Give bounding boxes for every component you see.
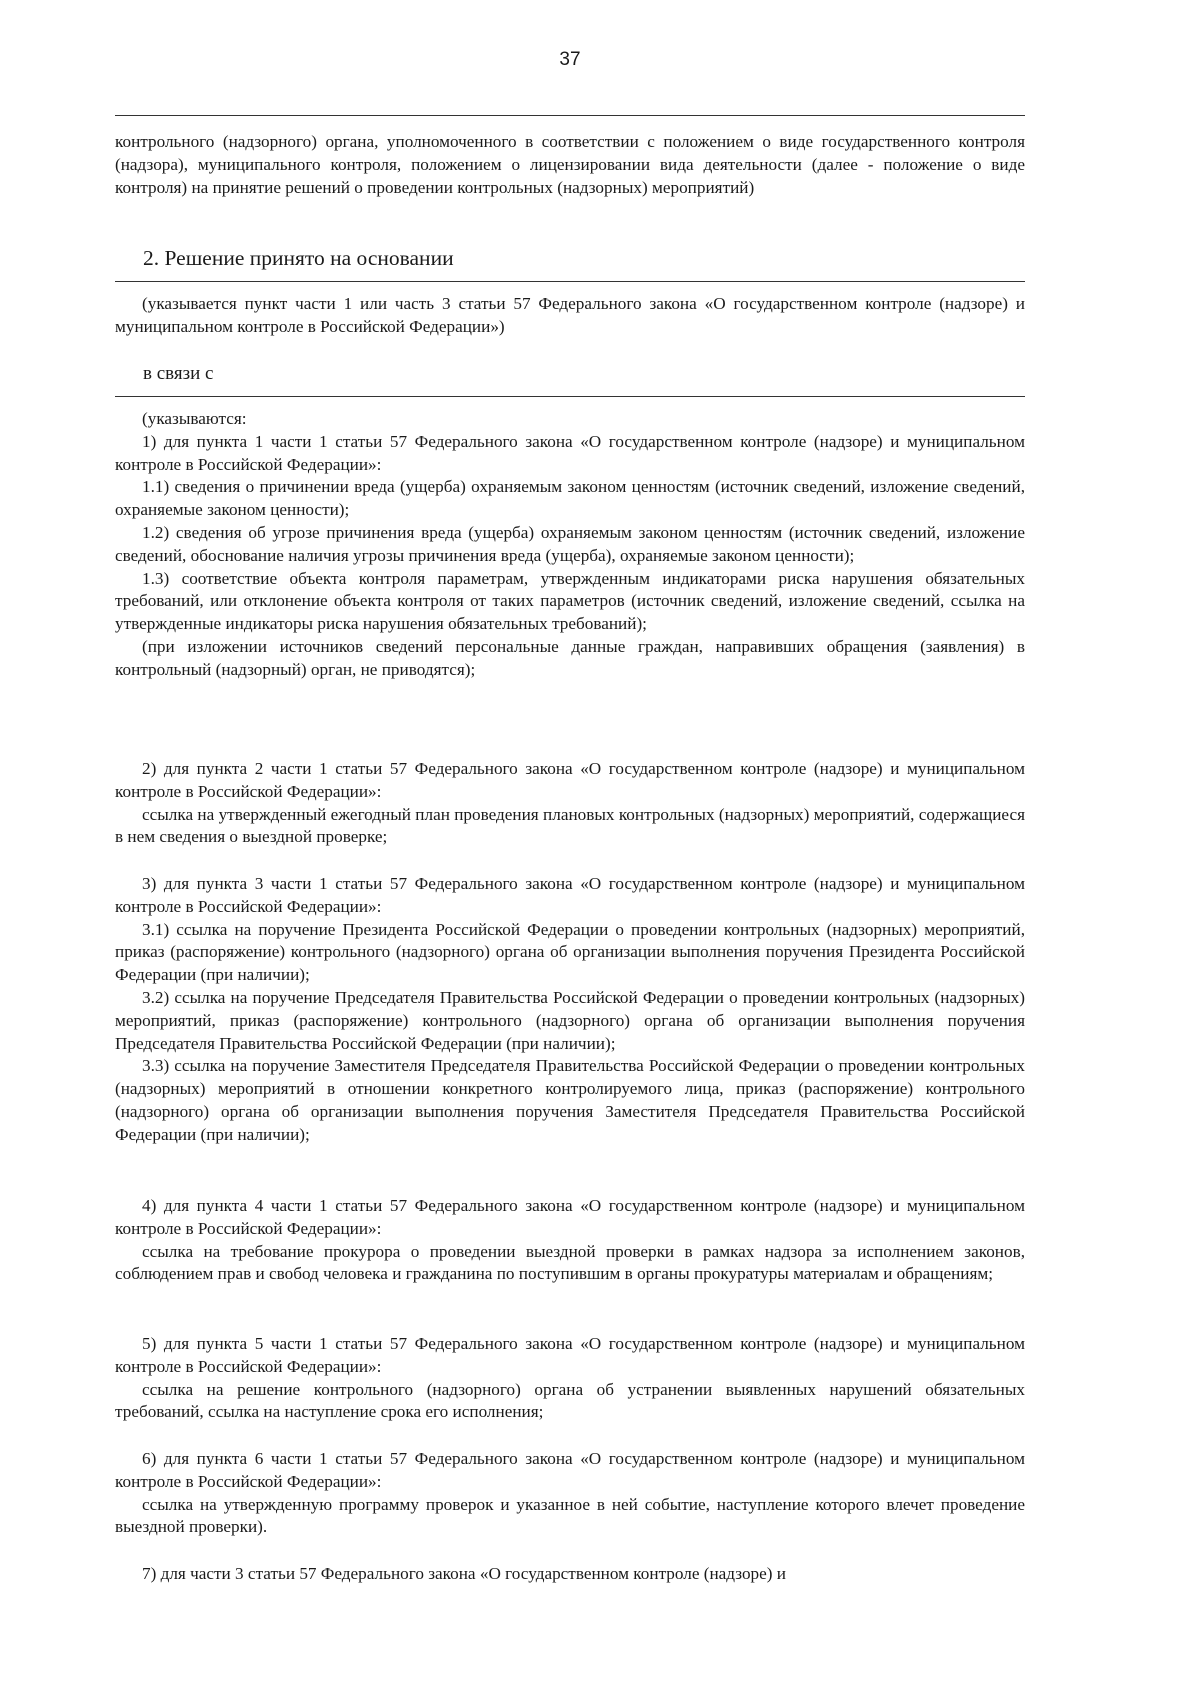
clause-paragraph: 2) для пункта 2 части 1 статьи 57 Федерального закона «О государственном контроле (надзоре) и муниципальном контроле в Российской Федерации»: <box>115 759 1025 801</box>
clause-paragraph: (указываются: <box>142 409 247 428</box>
clause-paragraph: ссылка на утвержденную программу проверок и указанное в ней событие, наступление которого влечет проведение выездной проверки). <box>115 1494 1025 1537</box>
clause-group-1 <box>115 408 1025 682</box>
intro-text: контрольного (надзорного) органа, уполномоченного в соответствии с положением о виде государственного контроля (надзора), муниципального контроля, положением о лицензировании вида деятельности (далее - положение о виде контроля) на принятие решений о проведении контрольных (надзорных) мероприятий) <box>115 132 1025 197</box>
clause-paragraph: 7) для части 3 статьи 57 Федерального закона «О государственном контроле (надзоре) и <box>142 1564 786 1583</box>
section2-heading: 2. Решение принято на основании <box>143 246 454 270</box>
clause-paragraph: 5) для пункта 5 части 1 статьи 57 Федерального закона «О государственном контроле (надзоре) и муниципальном контроле в Российской Федерации»: <box>115 1334 1025 1376</box>
divider-line <box>115 396 1025 397</box>
divider-line <box>115 115 1025 116</box>
clause-group-6 <box>115 1448 1025 1539</box>
section2-note-text: (указывается пункт части 1 или часть 3 статьи 57 Федерального закона «О государственном контроле (надзоре) и муниципальном контроле в Российской Федерации») <box>115 294 1025 336</box>
page-number: 37 <box>559 49 581 70</box>
clause-paragraph: ссылка на утвержденный ежегодный план проведения плановых контрольных (надзорных) мероприятий, содержащиеся в нем сведения о выездной проверке; <box>115 804 1025 847</box>
divider-line <box>115 281 1025 282</box>
clause-paragraph: 3.1) ссылка на поручение Президента Российской Федерации о проведении контрольных (надзорных) мероприятий, приказ (распоряжение) контрольного (надзорного) органа об организации выполнения поручения Президента Российской Федерации (при наличии); <box>115 919 1025 985</box>
clause-paragraph: ссылка на решение контрольного (надзорного) органа об устранении выявленных нарушений обязательных требований, ссылка на наступление срока его исполнения; <box>115 1379 1025 1422</box>
in-connection-heading: в связи с <box>143 363 214 384</box>
clause-group-5 <box>115 1333 1025 1424</box>
clause-group-4 <box>115 1195 1025 1286</box>
clause-paragraph: 1.1) сведения о причинении вреда (ущерба) охраняемым законом ценностям (источник сведений, изложение сведений, охраняемые законом ценности); <box>115 477 1025 520</box>
clause-group-3 <box>115 873 1025 1147</box>
clause-group-2 <box>115 758 1025 849</box>
intro-paragraph <box>115 131 1025 199</box>
clause-paragraph: 3.2) ссылка на поручение Председателя Правительства Российской Федерации о проведении контрольных (надзорных) мероприятий, приказ (распоряжение) контрольного (надзорного) органа об организации выполнения поручения Председателя Правительства Российской Федерации (при наличии); <box>115 987 1025 1053</box>
clause-paragraph: ссылка на требование прокурора о проведении выездной проверки в рамках надзора за исполнением законов, соблюдением прав и свобод человека и гражданина по поступившим в органы прокуратуры материалам и обращениям; <box>115 1241 1025 1284</box>
clause-paragraph: 1) для пункта 1 части 1 статьи 57 Федерального закона «О государственном контроле (надзоре) и муниципальном контроле в Российской Федерации»: <box>115 431 1025 474</box>
clause-paragraph: 6) для пункта 6 части 1 статьи 57 Федерального закона «О государственном контроле (надзоре) и муниципальном контроле в Российской Федерации»: <box>115 1449 1025 1491</box>
clause-paragraph: (при изложении источников сведений персональные данные граждан, направивших обращения (заявления) в контрольный (надзорный) орган, не приводятся); <box>115 636 1025 679</box>
clause-paragraph: 1.3) соответствие объекта контроля параметрам, утвержденным индикаторами риска нарушения обязательных требований, или отклонение объекта контроля от таких параметров (источник сведений, изложение сведений, ссылка на утвержденные индикаторы риска нарушения обязательных требований); <box>115 568 1025 634</box>
clause-paragraph: 1.2) сведения об угрозе причинения вреда (ущерба) охраняемым законом ценностям (источник сведений, изложение сведений, обоснование наличия угрозы причинения вреда (ущерба), охраняемые законом ценности); <box>115 522 1025 565</box>
clause-group-7 <box>115 1563 1025 1586</box>
clause-paragraph: 3.3) ссылка на поручение Заместителя Председателя Правительства Российской Федерации о проведении контрольных (надзорных) мероприятий в отношении конкретного контролируемого лица, приказ (распоряжение) контрольного (надзорного) органа об организации выполнения поручения Заместителя Председателя Правительства Российской Федерации (при наличии); <box>115 1056 1025 1144</box>
section2-note <box>115 293 1025 339</box>
clause-paragraph: 3) для пункта 3 части 1 статьи 57 Федерального закона «О государственном контроле (надзоре) и муниципальном контроле в Российской Федерации»: <box>115 874 1025 916</box>
clause-paragraph: 4) для пункта 4 части 1 статьи 57 Федерального закона «О государственном контроле (надзоре) и муниципальном контроле в Российской Федерации»: <box>115 1196 1025 1238</box>
